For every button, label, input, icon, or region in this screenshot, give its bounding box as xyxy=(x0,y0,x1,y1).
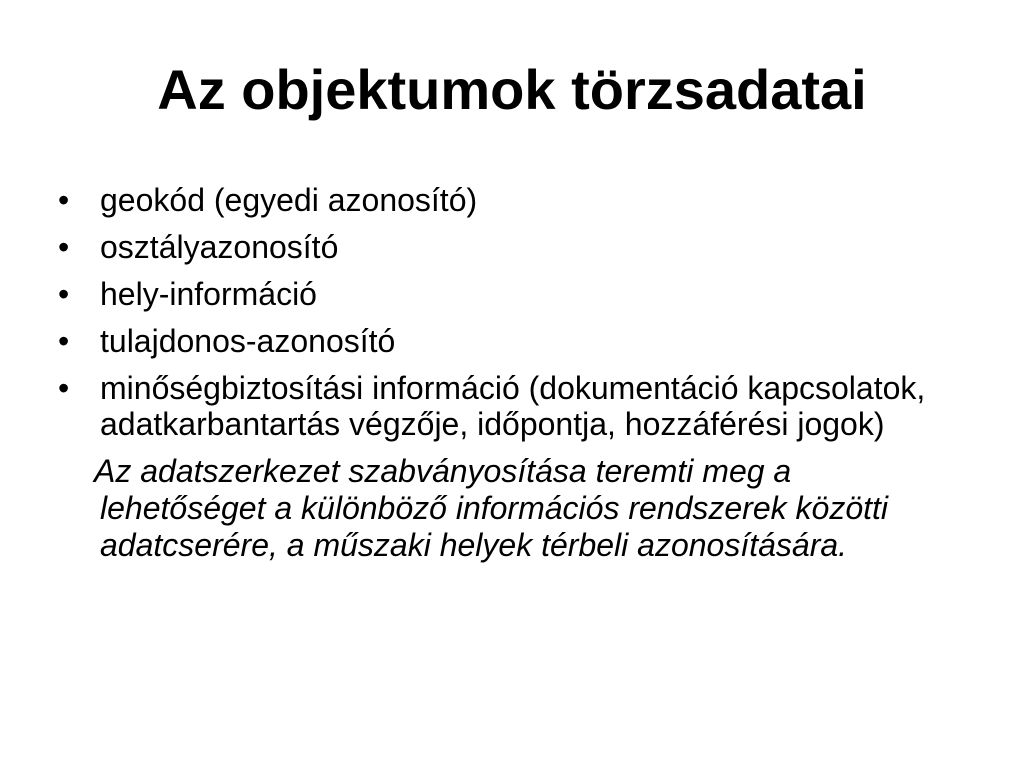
bullet-icon: • xyxy=(58,276,70,312)
list-item xyxy=(58,182,958,218)
list-item-text: minőségbiztosítási információ (dokumentáció kapcsolatok, adatkarbantartás végzője, időpontja, hozzáférési jogok) xyxy=(100,370,926,442)
list-item xyxy=(58,229,958,265)
bullet-icon: • xyxy=(58,229,70,265)
bullet-list xyxy=(58,182,958,442)
bullet-icon: • xyxy=(58,370,70,406)
bullet-icon: • xyxy=(58,182,70,218)
list-item-text: osztályazonosító xyxy=(100,229,339,265)
list-item-text: hely-információ xyxy=(100,276,317,312)
list-item xyxy=(58,323,958,359)
list-item-text: geokód (egyedi azonosító) xyxy=(100,182,478,218)
list-item xyxy=(58,276,958,312)
slide-title: Az objektumok törzsadatai xyxy=(157,58,867,121)
list-item xyxy=(58,370,958,442)
slide-content xyxy=(58,182,958,564)
italic-note: Az adatszerkezet szabványosítása teremti meg a lehetőséget a különböző információs rendszerek közötti adatcserére, a műszaki helyek térbeli azonosítására. xyxy=(94,453,888,563)
bullet-icon: • xyxy=(58,323,70,359)
list-item-text: tulajdonos-azonosító xyxy=(100,323,396,359)
